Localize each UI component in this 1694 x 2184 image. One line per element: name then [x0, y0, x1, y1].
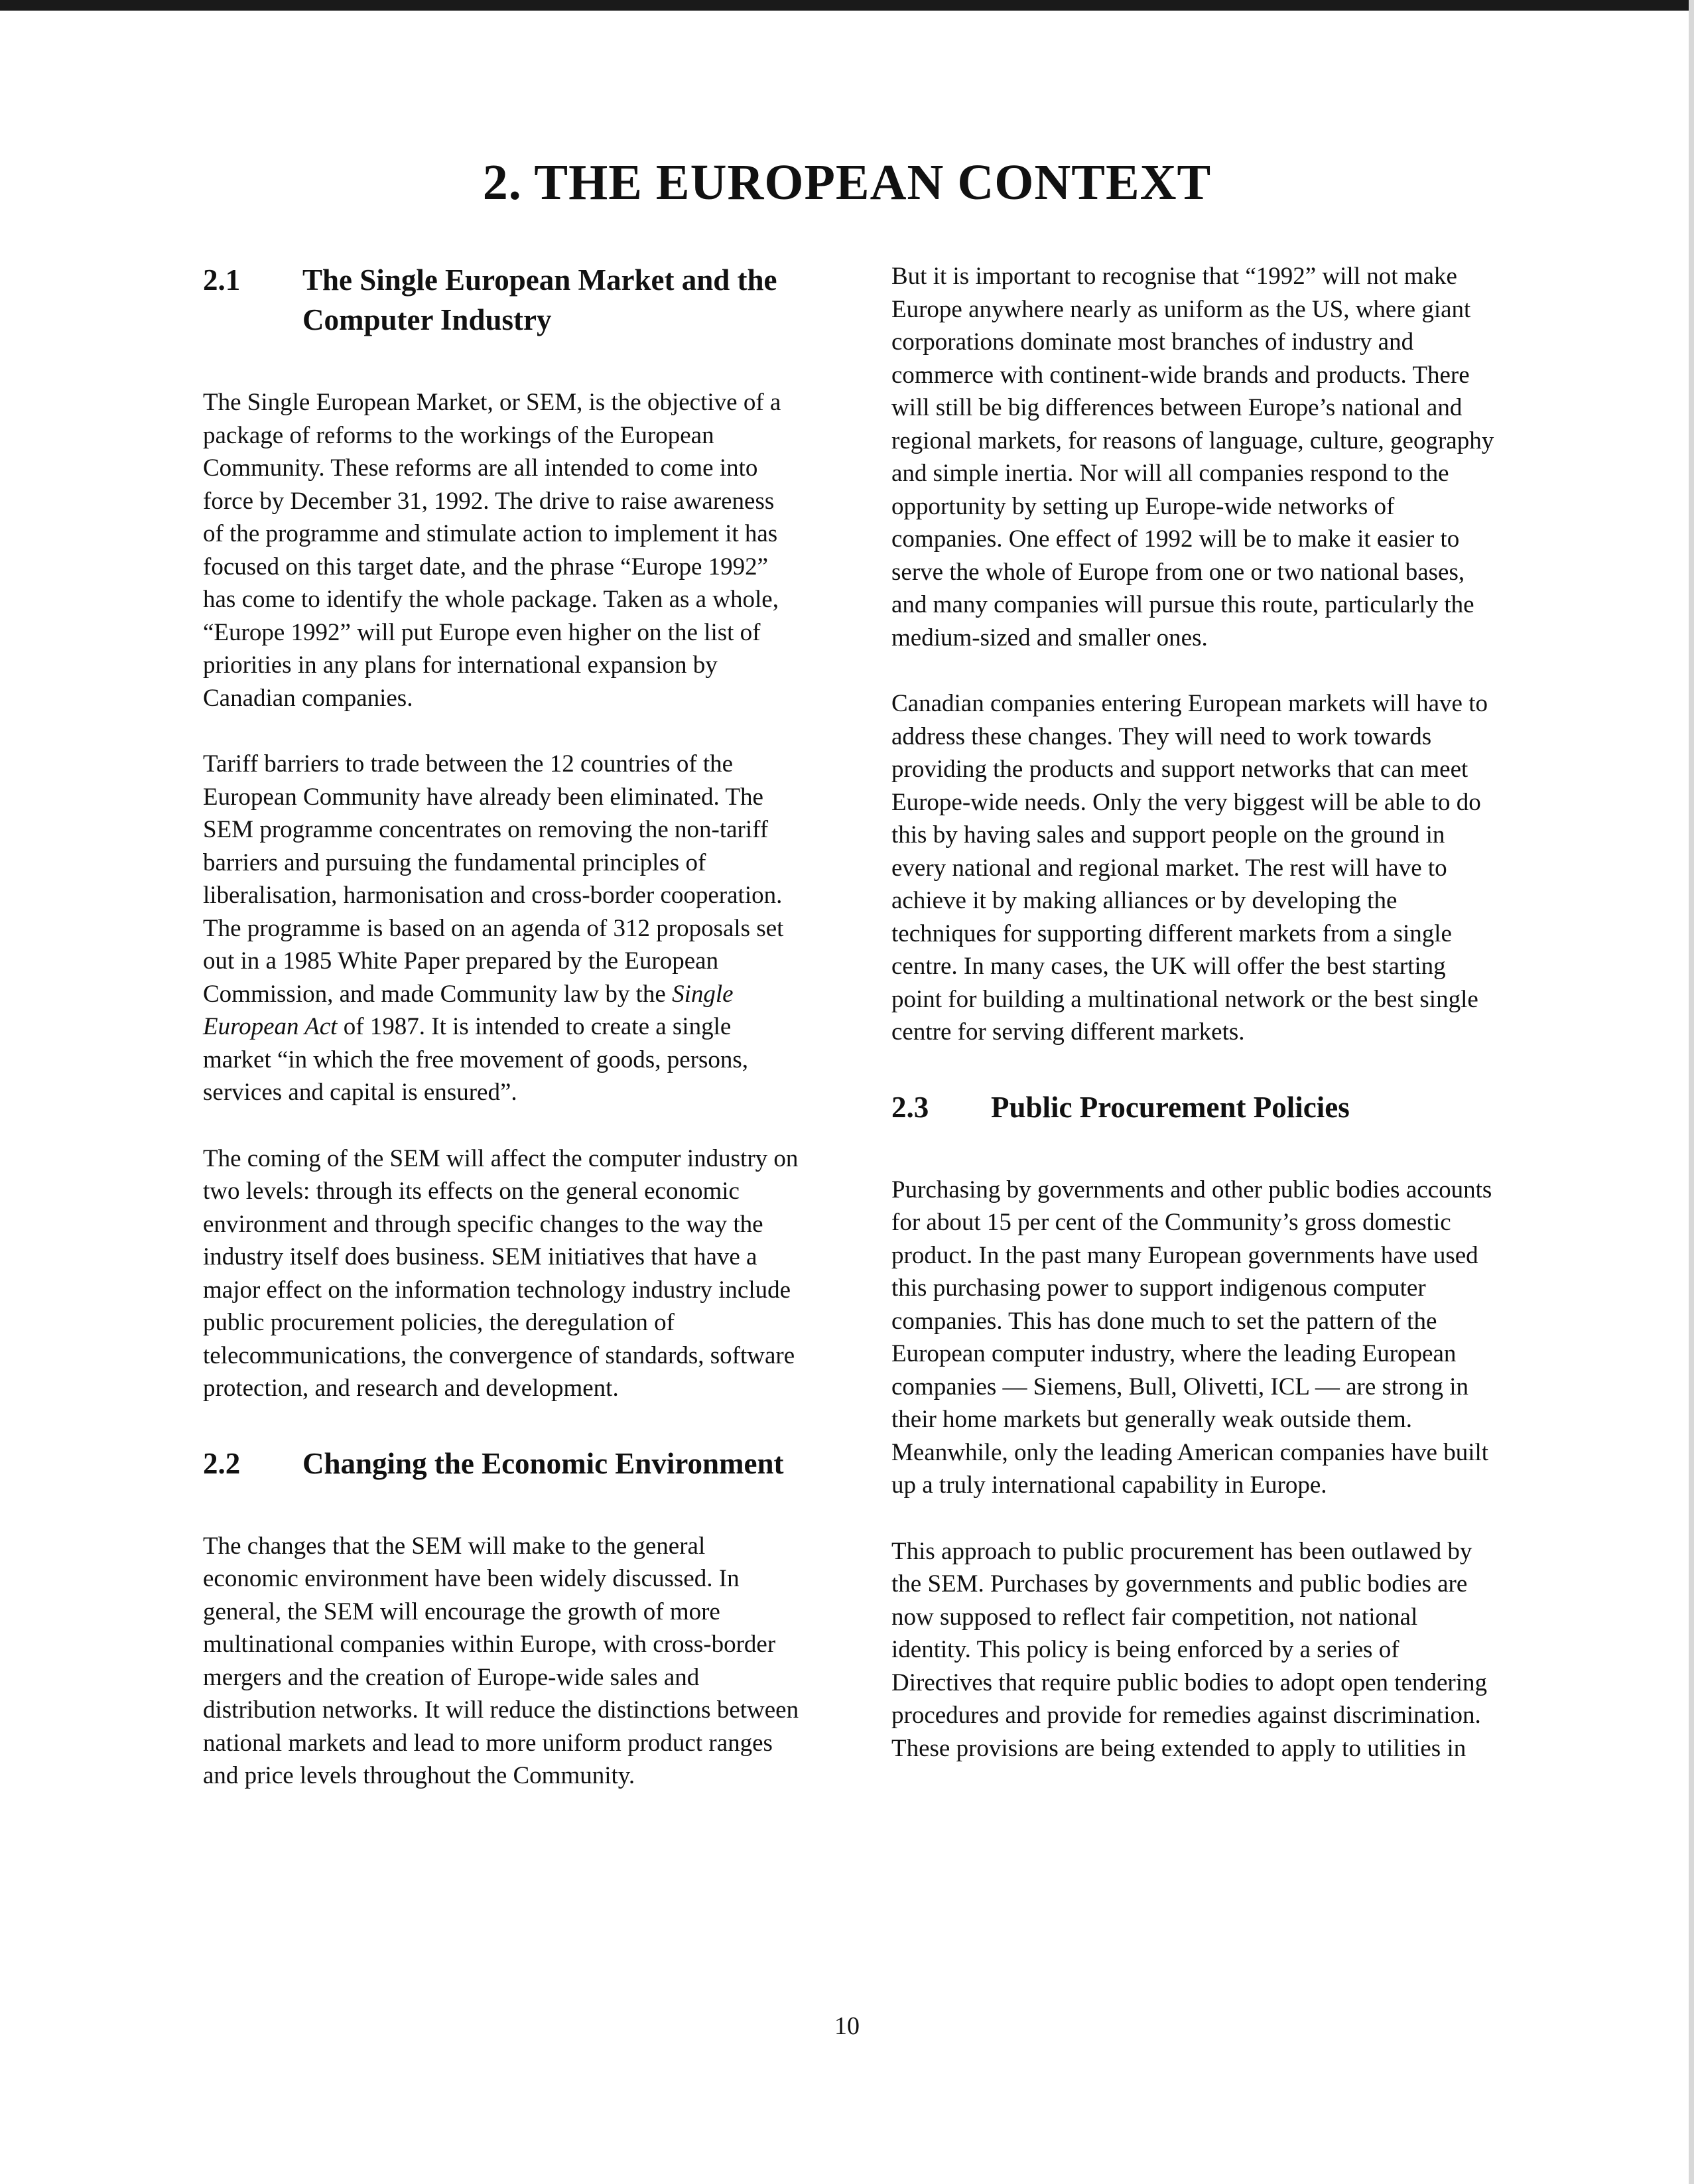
section-number: 2.3: [891, 1090, 929, 1124]
section-heading-2-1: [203, 260, 800, 340]
scan-edge: [1689, 0, 1694, 2184]
section-heading-2-3: [891, 1087, 1502, 1127]
top-rule: [0, 0, 1694, 11]
section-number: 2.2: [203, 1446, 241, 1480]
paragraph: This approach to public procurement has been outlawed by the SEM. Purchases by governments and public bodies are now supposed to reflect fair competition, not national identity. This policy is being enforced by a series of Directives that require public bodies to adopt open tendering procedures and provide for remedies against discrimination. These provisions are being extended to apply to utilities in: [891, 1537, 1488, 1762]
paragraph-text: Tariff barriers to trade between the 12 countries of the European Community have already been eliminated. The SEM programme concentrates on removing the non-tariff barriers and pursuing the fundamental principles of liberalisation, harmonisation and cross-border cooperation. The programme is based on an agenda of 312 proposals set out in a 1985 White Paper prepared by the European Commission, and made Community law by the: [203, 750, 784, 1008]
paragraph: But it is important to recognise that “1992” will not make Europe anywhere nearly as uniform as the US, where giant corporations dominate most branches of industry and commerce with continent-wide brands and products. There will still be big differences between Europe’s national and regional markets, for reasons of language, culture, geography and simple inertia. Nor will all companies respond to the opportunity by setting up Europe-wide networks of companies. One effect of 1992 will be to make it easier to serve the whole of Europe from one or two national bases, and many companies will pursue this route, particularly the medium-sized and smaller ones.: [891, 263, 1494, 651]
paragraph: [203, 748, 800, 1109]
section-title: The Single European Market and the Computer Industry: [302, 263, 777, 336]
paragraph-text: of 1987. It is intended to create a single market “in which the free movement of goods, persons, services and capital is ensured”.: [203, 1013, 748, 1106]
paragraph: The Single European Market, or SEM, is the objective of a package of reforms to the workings of the European Community. These reforms are all intended to come into force by December 31, 1992. The drive to raise awareness of the programme and stimulate action to implement it has focused on this target date, and the phrase “Europe 1992” has come to identify the whole package. Taken as a whole, “Europe 1992” will put Europe even higher on the list of priorities in any plans for international expansion by Canadian companies.: [203, 389, 781, 712]
left-column: [203, 260, 800, 1793]
paragraph: Canadian companies entering European markets will have to address these changes. They will need to work towards providing the products and support networks that can meet Europe-wide needs. Only the very biggest will be able to do this by having sales and support people on the ground in every national and regional market. The rest will have to achieve it by making alliances or by developing the techniques for supporting different markets from a single centre. In many cases, the UK will offer the best starting point for building a multinational network or the best single centre for serving different markets.: [891, 690, 1488, 1046]
paragraph: The coming of the SEM will affect the computer industry on two levels: through its effects on the general economic environment and through specific changes to the way the industry itself does business. SEM initiatives that have a major effect on the information technology industry include public procurement policies, the deregulation of telecommunications, the convergence of standards, software protection, and research and development.: [203, 1144, 799, 1402]
paragraph: The changes that the SEM will make to the general economic environment have been widely discussed. In general, the SEM will encourage the growth of more multinational companies within Europe, with cross-border mergers and the creation of Europe-wide sales and distribution networks. It will reduce the distinctions between national markets and lead to more uniform product ranges and price levels throughout the Community.: [203, 1532, 799, 1789]
right-column: [891, 260, 1502, 1765]
act-title: Single European Act: [203, 980, 734, 1040]
section-number: 2.1: [203, 263, 241, 297]
section-title: Changing the Economic Environment: [302, 1446, 784, 1480]
page-number: 10: [834, 2012, 860, 2040]
paragraph: Purchasing by governments and other public bodies accounts for about 15 per cent of the Community’s gross domestic product. In the past many European governments have used this purchasing power to support indigenous computer companies. This has done much to set the pattern of the European computer industry, where the leading European companies — Siemens, Bull, Olivetti, ICL — are strong in their home markets but generally weak outside them. Meanwhile, only the leading American companies have built up a truly international capability in Europe.: [891, 1176, 1492, 1499]
section-title: Public Procurement Policies: [991, 1090, 1350, 1124]
page-title: 2. THE EUROPEAN CONTEXT: [482, 155, 1212, 210]
section-heading-2-2: [203, 1444, 800, 1483]
